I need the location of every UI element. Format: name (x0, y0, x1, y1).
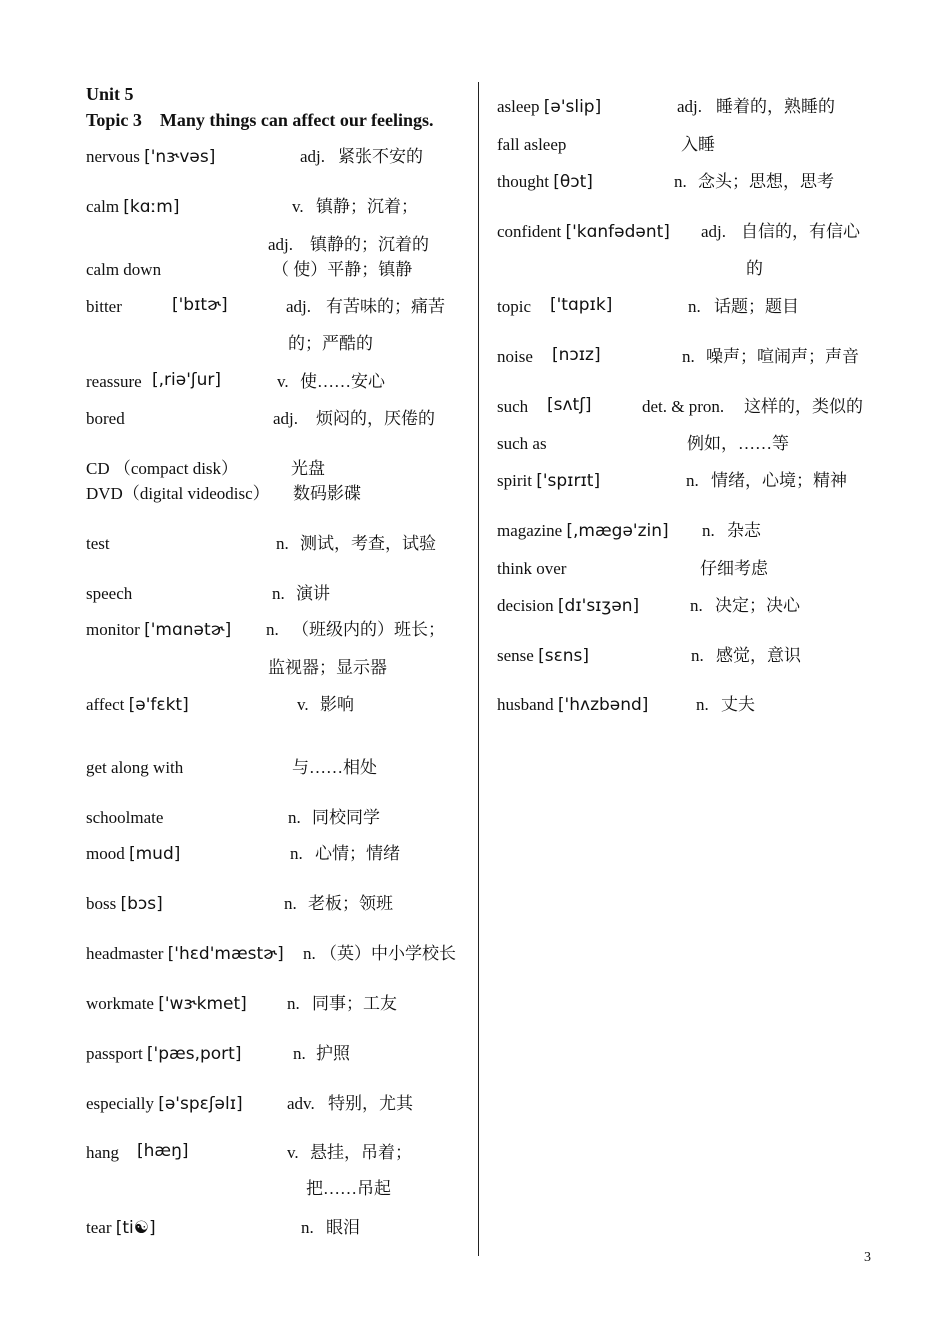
pronunciation: [,mægə'zin] (566, 521, 669, 541)
vocab-word: speech (86, 584, 133, 603)
vocab-word: noise (497, 347, 533, 366)
chinese-meaning: 眼泪 (326, 1218, 360, 1237)
pronunciation: ['bɪtɚ] (172, 295, 228, 315)
chinese-meaning: 光盘 (291, 459, 325, 478)
part-of-speech: n. (682, 347, 695, 366)
pronunciation: [kɑːm] (123, 197, 180, 217)
chinese-meaning: 老板；领班 (308, 894, 393, 913)
part-of-speech: n. (686, 471, 699, 490)
chinese-meaning: 有苦味的；痛苦 (326, 297, 445, 316)
chinese-meaning: 使……安心 (300, 372, 385, 391)
chinese-meaning: 影响 (320, 695, 354, 714)
chinese-meaning: 特别，尤其 (328, 1094, 413, 1113)
chinese-meaning: 心情；情绪 (315, 844, 400, 863)
chinese-meaning: 演讲 (296, 584, 330, 603)
pronunciation: [ə'spɛʃəlɪ] (158, 1094, 243, 1114)
part-of-speech: n. (266, 620, 279, 639)
part-of-speech: adj. (286, 297, 312, 316)
part-of-speech: adj. (701, 222, 727, 241)
column-divider (478, 82, 479, 1256)
chinese-meaning: 决定；决心 (715, 596, 800, 615)
vocab-word: husband ['hʌzbənd] (497, 695, 649, 715)
chinese-meaning: 悬挂，吊着； (310, 1143, 412, 1162)
pronunciation: [θɔt] (553, 172, 593, 192)
vocab-word: DVD（digital videodisc） (86, 484, 270, 503)
part-of-speech: n. (690, 596, 703, 615)
vocab-word: asleep [ə'slip] (497, 97, 602, 117)
vocab-word: decision [dɪ'sɪʒən] (497, 596, 640, 616)
part-of-speech: n. (696, 695, 709, 714)
part-of-speech: adj. (300, 147, 326, 166)
vocab-word: topic (497, 297, 531, 316)
chinese-meaning: 感觉，意识 (716, 646, 801, 665)
pronunciation: [ə'slip] (543, 97, 602, 117)
vocab-word: get along with (86, 758, 184, 777)
chinese-meaning: 测试，考查，试验 (300, 534, 436, 553)
pronunciation: ['spɪrɪt] (536, 471, 601, 491)
pronunciation: [hæŋ] (137, 1141, 189, 1161)
chinese-meaning: 噪声；喧闹声；声音 (706, 347, 859, 366)
part-of-speech: n. (288, 808, 301, 827)
chinese-meaning: 烦闷的，厌倦的 (316, 409, 435, 428)
chinese-meaning: 镇静的；沉着的 (310, 235, 429, 254)
vocab-word: thought [θɔt] (497, 172, 593, 192)
part-of-speech: n. (702, 521, 715, 540)
unit-title: Unit 5 (86, 84, 134, 104)
vocab-word: such (497, 397, 529, 416)
vocab-word: think over (497, 559, 567, 578)
page-number: 3 (864, 1250, 871, 1265)
chinese-meaning: （班级内的）班长； (292, 620, 445, 639)
part-of-speech: n. (276, 534, 289, 553)
part-of-speech: adv. (287, 1094, 315, 1113)
vocab-word: monitor ['mɑnətɚ] (86, 620, 232, 640)
vocab-word: nervous ['nɝvəs] (86, 147, 216, 167)
vocab-word: especially [ə'spɛʃəlɪ] (86, 1094, 243, 1114)
pronunciation: ['pæs,port] (146, 1044, 242, 1064)
part-of-speech: n. (287, 994, 300, 1013)
pronunciation: [dɪ'sɪʒən] (557, 596, 640, 616)
pronunciation: [ə'fɛkt] (128, 695, 189, 715)
pronunciation: ['wɝkmet] (158, 994, 247, 1014)
part-of-speech: n. (303, 944, 316, 963)
vocab-word: bored (86, 409, 125, 428)
chinese-meaning: 把……吊起 (306, 1179, 391, 1198)
chinese-meaning: 入睡 (681, 135, 715, 154)
part-of-speech: n. (272, 584, 285, 603)
vocab-word: bitter (86, 297, 122, 316)
pronunciation: [ti☯] (115, 1218, 156, 1238)
vocab-word: reassure (86, 372, 142, 391)
pronunciation: [sʌtʃ] (547, 395, 592, 415)
part-of-speech: n. (674, 172, 687, 191)
part-of-speech: n. (293, 1044, 306, 1063)
topic-title: Topic 3 Many things can affect our feelings. (86, 110, 434, 130)
chinese-meaning: 护照 (316, 1044, 350, 1063)
chinese-meaning: 镇静；沉着； (316, 197, 418, 216)
part-of-speech: adj. (677, 97, 703, 116)
part-of-speech: adj. (268, 235, 294, 254)
chinese-meaning: 的；严酷的 (288, 334, 373, 353)
part-of-speech: v. (292, 197, 304, 216)
chinese-meaning: 仔细考虑 (700, 559, 768, 578)
vocab-word: affect [ə'fɛkt] (86, 695, 189, 715)
vocab-word: workmate ['wɝkmet] (86, 994, 247, 1014)
chinese-meaning: 自信的，有信心 (741, 222, 860, 241)
pronunciation: ['kɑnfədənt] (565, 222, 670, 242)
vocab-word: such as (497, 434, 547, 453)
chinese-meaning: 话题；题目 (714, 297, 799, 316)
part-of-speech: n. (688, 297, 701, 316)
vocab-word: CD （compact disk） (86, 459, 239, 478)
part-of-speech: v. (287, 1143, 299, 1162)
vocab-word: fall asleep (497, 135, 567, 154)
chinese-meaning: 情绪，心境；精神 (711, 471, 847, 490)
part-of-speech: n. (284, 894, 297, 913)
vocab-word: calm [kɑːm] (86, 197, 180, 217)
vocab-word: passport ['pæs,port] (86, 1044, 242, 1064)
pronunciation: [sɛns] (538, 646, 590, 666)
chinese-meaning: 睡着的，熟睡的 (716, 97, 835, 116)
pronunciation: ['hɛd'mæstɚ] (167, 944, 284, 964)
chinese-meaning: 这样的，类似的 (744, 397, 863, 416)
vocab-word: test (86, 534, 110, 553)
chinese-meaning: 同校同学 (312, 808, 380, 827)
vocab-word: calm down (86, 260, 162, 279)
vocab-word: magazine [,mægə'zin] (497, 521, 669, 541)
vocab-word: schoolmate (86, 808, 164, 827)
chinese-meaning: 杂志 (727, 521, 761, 540)
vocab-word: sense [sɛns] (497, 646, 590, 666)
pronunciation: [nɔɪz] (552, 345, 601, 365)
vocab-word: boss [bɔs] (86, 894, 163, 914)
chinese-meaning: 监视器；显示器 (268, 658, 387, 677)
chinese-meaning: 丈夫 (721, 695, 755, 714)
pronunciation: ['hʌzbənd] (557, 695, 649, 715)
pronunciation: [,riə'ʃur] (152, 370, 221, 390)
vocab-word: mood [mud] (86, 844, 181, 864)
chinese-meaning: （ 使）平静；镇静 (272, 260, 413, 279)
pronunciation: [bɔs] (120, 894, 163, 914)
vocab-word: confident ['kɑnfədənt] (497, 222, 670, 242)
vocab-word: headmaster ['hɛd'mæstɚ] (86, 944, 284, 964)
part-of-speech: v. (297, 695, 309, 714)
pronunciation: [mud] (128, 844, 181, 864)
chinese-meaning: （英）中小学校长 (320, 944, 456, 963)
chinese-meaning: 紧张不安的 (338, 147, 423, 166)
chinese-meaning: 例如，……等 (687, 434, 789, 453)
chinese-meaning: 的 (746, 259, 763, 278)
part-of-speech: adj. (273, 409, 299, 428)
vocab-word: tear [ti☯] (86, 1218, 156, 1238)
pronunciation: ['mɑnətɚ] (144, 620, 232, 640)
pronunciation: ['tɑpɪk] (550, 295, 613, 315)
chinese-meaning: 同事；工友 (312, 994, 397, 1013)
part-of-speech: n. (290, 844, 303, 863)
pronunciation: ['nɝvəs] (144, 147, 216, 167)
chinese-meaning: 数码影碟 (293, 484, 361, 503)
part-of-speech: n. (301, 1218, 314, 1237)
part-of-speech: v. (277, 372, 289, 391)
part-of-speech: n. (691, 646, 704, 665)
chinese-meaning: 与……相处 (292, 758, 377, 777)
part-of-speech: det. & pron. (642, 397, 725, 416)
vocab-word: hang (86, 1143, 120, 1162)
vocab-word: spirit ['spɪrɪt] (497, 471, 601, 491)
chinese-meaning: 念头；思想，思考 (698, 172, 834, 191)
